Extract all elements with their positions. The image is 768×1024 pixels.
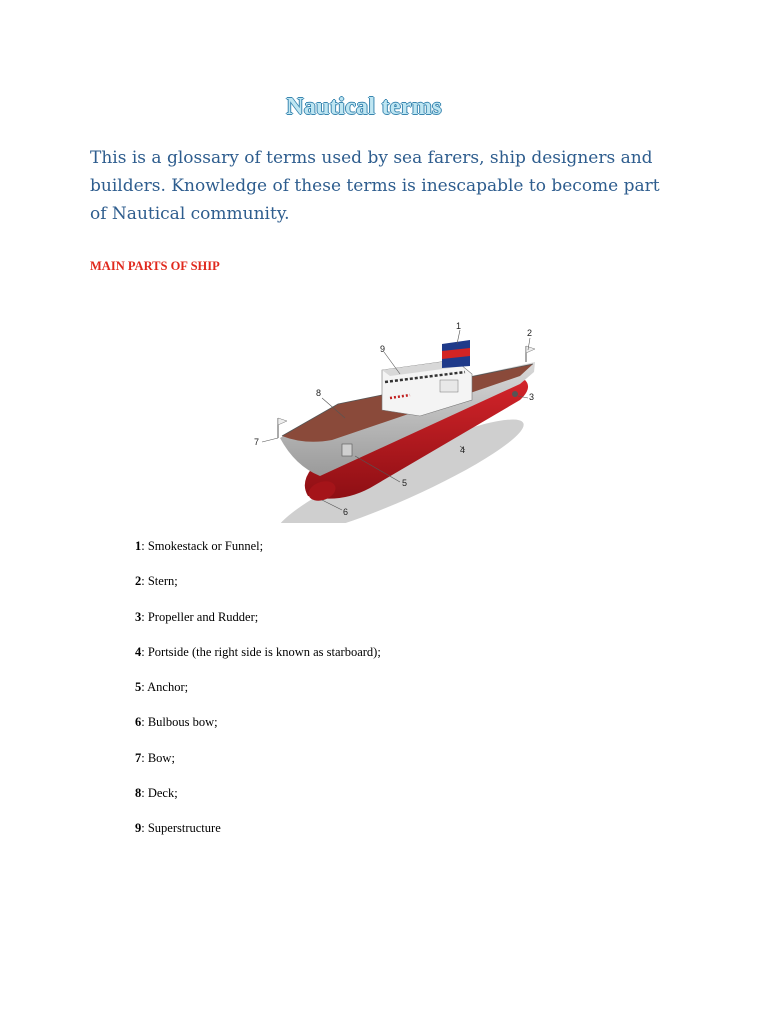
ship-diagram [250, 318, 550, 523]
legend-item [135, 679, 381, 714]
anchor-shape [342, 444, 352, 456]
legend-item [135, 573, 381, 608]
legend-number: 2 [135, 574, 142, 589]
callout-3: 3 [529, 392, 535, 402]
legend-number: 8 [135, 786, 142, 801]
callout-5: 5 [402, 478, 408, 488]
legend-item [135, 820, 381, 855]
legend-text: : Deck; [141, 786, 178, 801]
legend-item [135, 750, 381, 785]
legend-text: : Stern; [141, 574, 178, 589]
legend-text: : Propeller and Rudder; [141, 609, 259, 624]
document-title: Nautical terms [286, 94, 442, 120]
callout-8: 8 [316, 388, 322, 398]
legend-number: 4 [135, 644, 142, 659]
legend-item [135, 785, 381, 820]
legend-number: 1 [135, 539, 142, 553]
legend-number: 3 [135, 609, 142, 624]
legend-text: : Portside (the right side is known as starboard); [141, 644, 381, 659]
legend-text: : Bulbous bow; [141, 715, 218, 730]
legend-text: : Bow; [141, 750, 175, 765]
callout-4: 4 [460, 445, 466, 455]
legend-number: 7 [135, 750, 142, 765]
ship-parts-legend [135, 538, 381, 856]
callout-7: 7 [254, 437, 260, 447]
legend-number: 6 [135, 715, 142, 730]
legend-item [135, 538, 381, 573]
section-heading: MAIN PARTS OF SHIP [90, 259, 220, 273]
legend-item [135, 644, 381, 679]
legend-item [135, 714, 381, 749]
intro-paragraph: This is a glossary of terms used by sea farers, ship designers and builders. Knowledge of these terms is inescapable to become part of Nautical community. [90, 148, 660, 224]
callout-6: 6 [343, 507, 349, 517]
callout-1: 1 [456, 321, 462, 331]
legend-number: 9 [135, 821, 142, 836]
legend-text: : Superstructure [141, 821, 221, 836]
legend-text: : Anchor; [141, 680, 189, 695]
legend-number: 5 [135, 680, 142, 695]
callout-2: 2 [527, 328, 533, 338]
legend-item [135, 609, 381, 644]
callout-9: 9 [380, 344, 386, 354]
legend-text: : Smokestack or Funnel; [141, 539, 264, 553]
